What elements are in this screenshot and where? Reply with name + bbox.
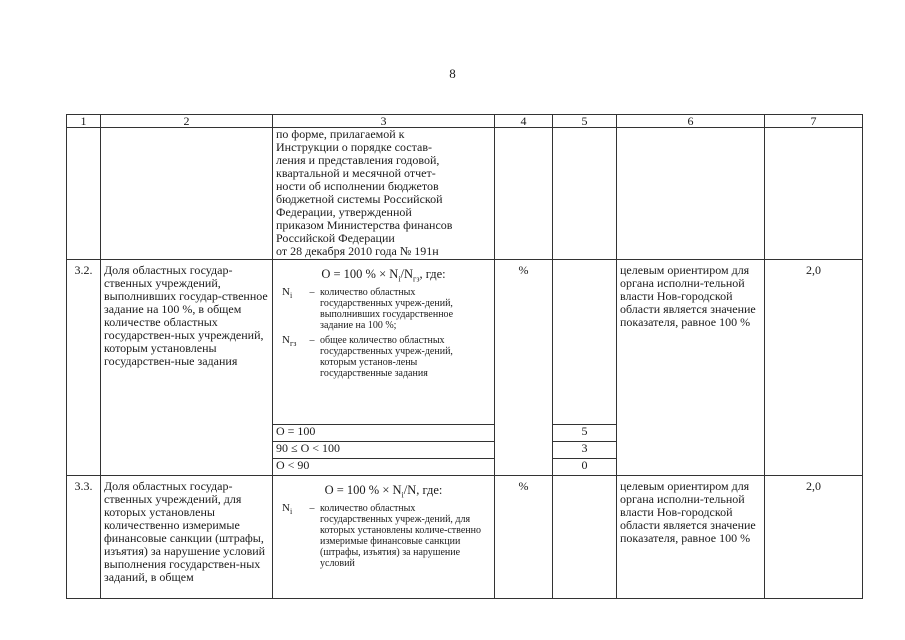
formula-cell [273,476,495,599]
text-line: ности об исполнении бюджетов [276,179,439,193]
formula: О = 100 % × $N_i/N$, где: [324,483,443,500]
text-line: квартальной и месячной отчет- [276,166,436,180]
indicator-name: Доля областных государ-ственных учреждений, выполнивших государ-ственное задание на 100 %, в общем количестве областных государствен-ных учреждений, которым установлены государствен-ные задания [101,260,273,476]
criteria-cell: целевым ориентиром для органа исполни-тельной власти Нов-городской области является значение показателя, равное 100 % [617,260,765,476]
text-line: Российской Федерации [276,231,395,245]
column-header: 5 [553,115,617,128]
text-line: от 28 декабря 2010 года № 191н [276,244,439,258]
column-header: 6 [617,115,765,128]
page-number: 8 [449,66,456,81]
condition-score: 3 [553,442,617,459]
text-line: приказом Министерства финансов [276,218,453,232]
criteria-cell: целевым ориентиром для органа исполни-тельной власти Нов-городской области является значение показателя, равное 100 % [617,476,765,599]
weight-cell: 2,0 [765,476,863,599]
row-number: 3.3. [67,476,101,599]
column-header: 3 [273,115,495,128]
condition-text: 90 ≤ О < 100 [273,442,495,459]
column-header: 2 [101,115,273,128]
formula: О = 100 % × $N_i/N_{гз}$, где: [321,267,446,284]
indicator-row-3-3 [67,476,863,599]
formula-definition: $N_i$ – количество областных государственных учреж-дений, для которых установлены количе-ственно измеримые финансовые санкции (штрафы, изъятия) за нарушение условий [282,502,481,569]
condition-text: О < 90 [273,459,495,476]
continuation-row [67,128,863,260]
text-line: ления и представления годовой, [276,153,440,167]
condition-score: 0 [553,459,617,476]
condition-text: О = 100 [273,425,495,442]
text-line: по форме, прилагаемой к [276,127,405,141]
formula-cell [273,260,495,425]
condition-score: 5 [553,425,617,442]
continuation-text [273,128,495,260]
column-header: 4 [495,115,553,128]
formula-definition: $N_i$ – количество областных государственных учреж-дений, выполнивших государственное задание на 100 %; [282,286,454,331]
formula-definition: $N_{гз}$ – общее количество областных государственных учреж-дений, которым установ-лены государственные задания [282,334,453,379]
column-header: 7 [765,115,863,128]
row-number: 3.2. [67,260,101,476]
text-line: бюджетной системы Российской [276,192,443,206]
indicator-row-3-2 [67,260,863,425]
text-line: Инструкции о порядке состав- [276,140,432,154]
column-header: 1 [67,115,101,128]
column-header-row [67,115,863,128]
indicator-name: Доля областных государ-ственных учреждений, для которых установлены количественно измеримые финансовые санкции (штрафы, изъятия) за нарушение условий выполнения государствен-ных заданий, в общем [101,476,273,599]
text-line: Федерации, утвержденной [276,205,412,219]
unit-cell: % [495,476,553,599]
weight-cell: 2,0 [765,260,863,476]
unit-cell: % [495,260,553,476]
indicators-table [66,114,863,599]
